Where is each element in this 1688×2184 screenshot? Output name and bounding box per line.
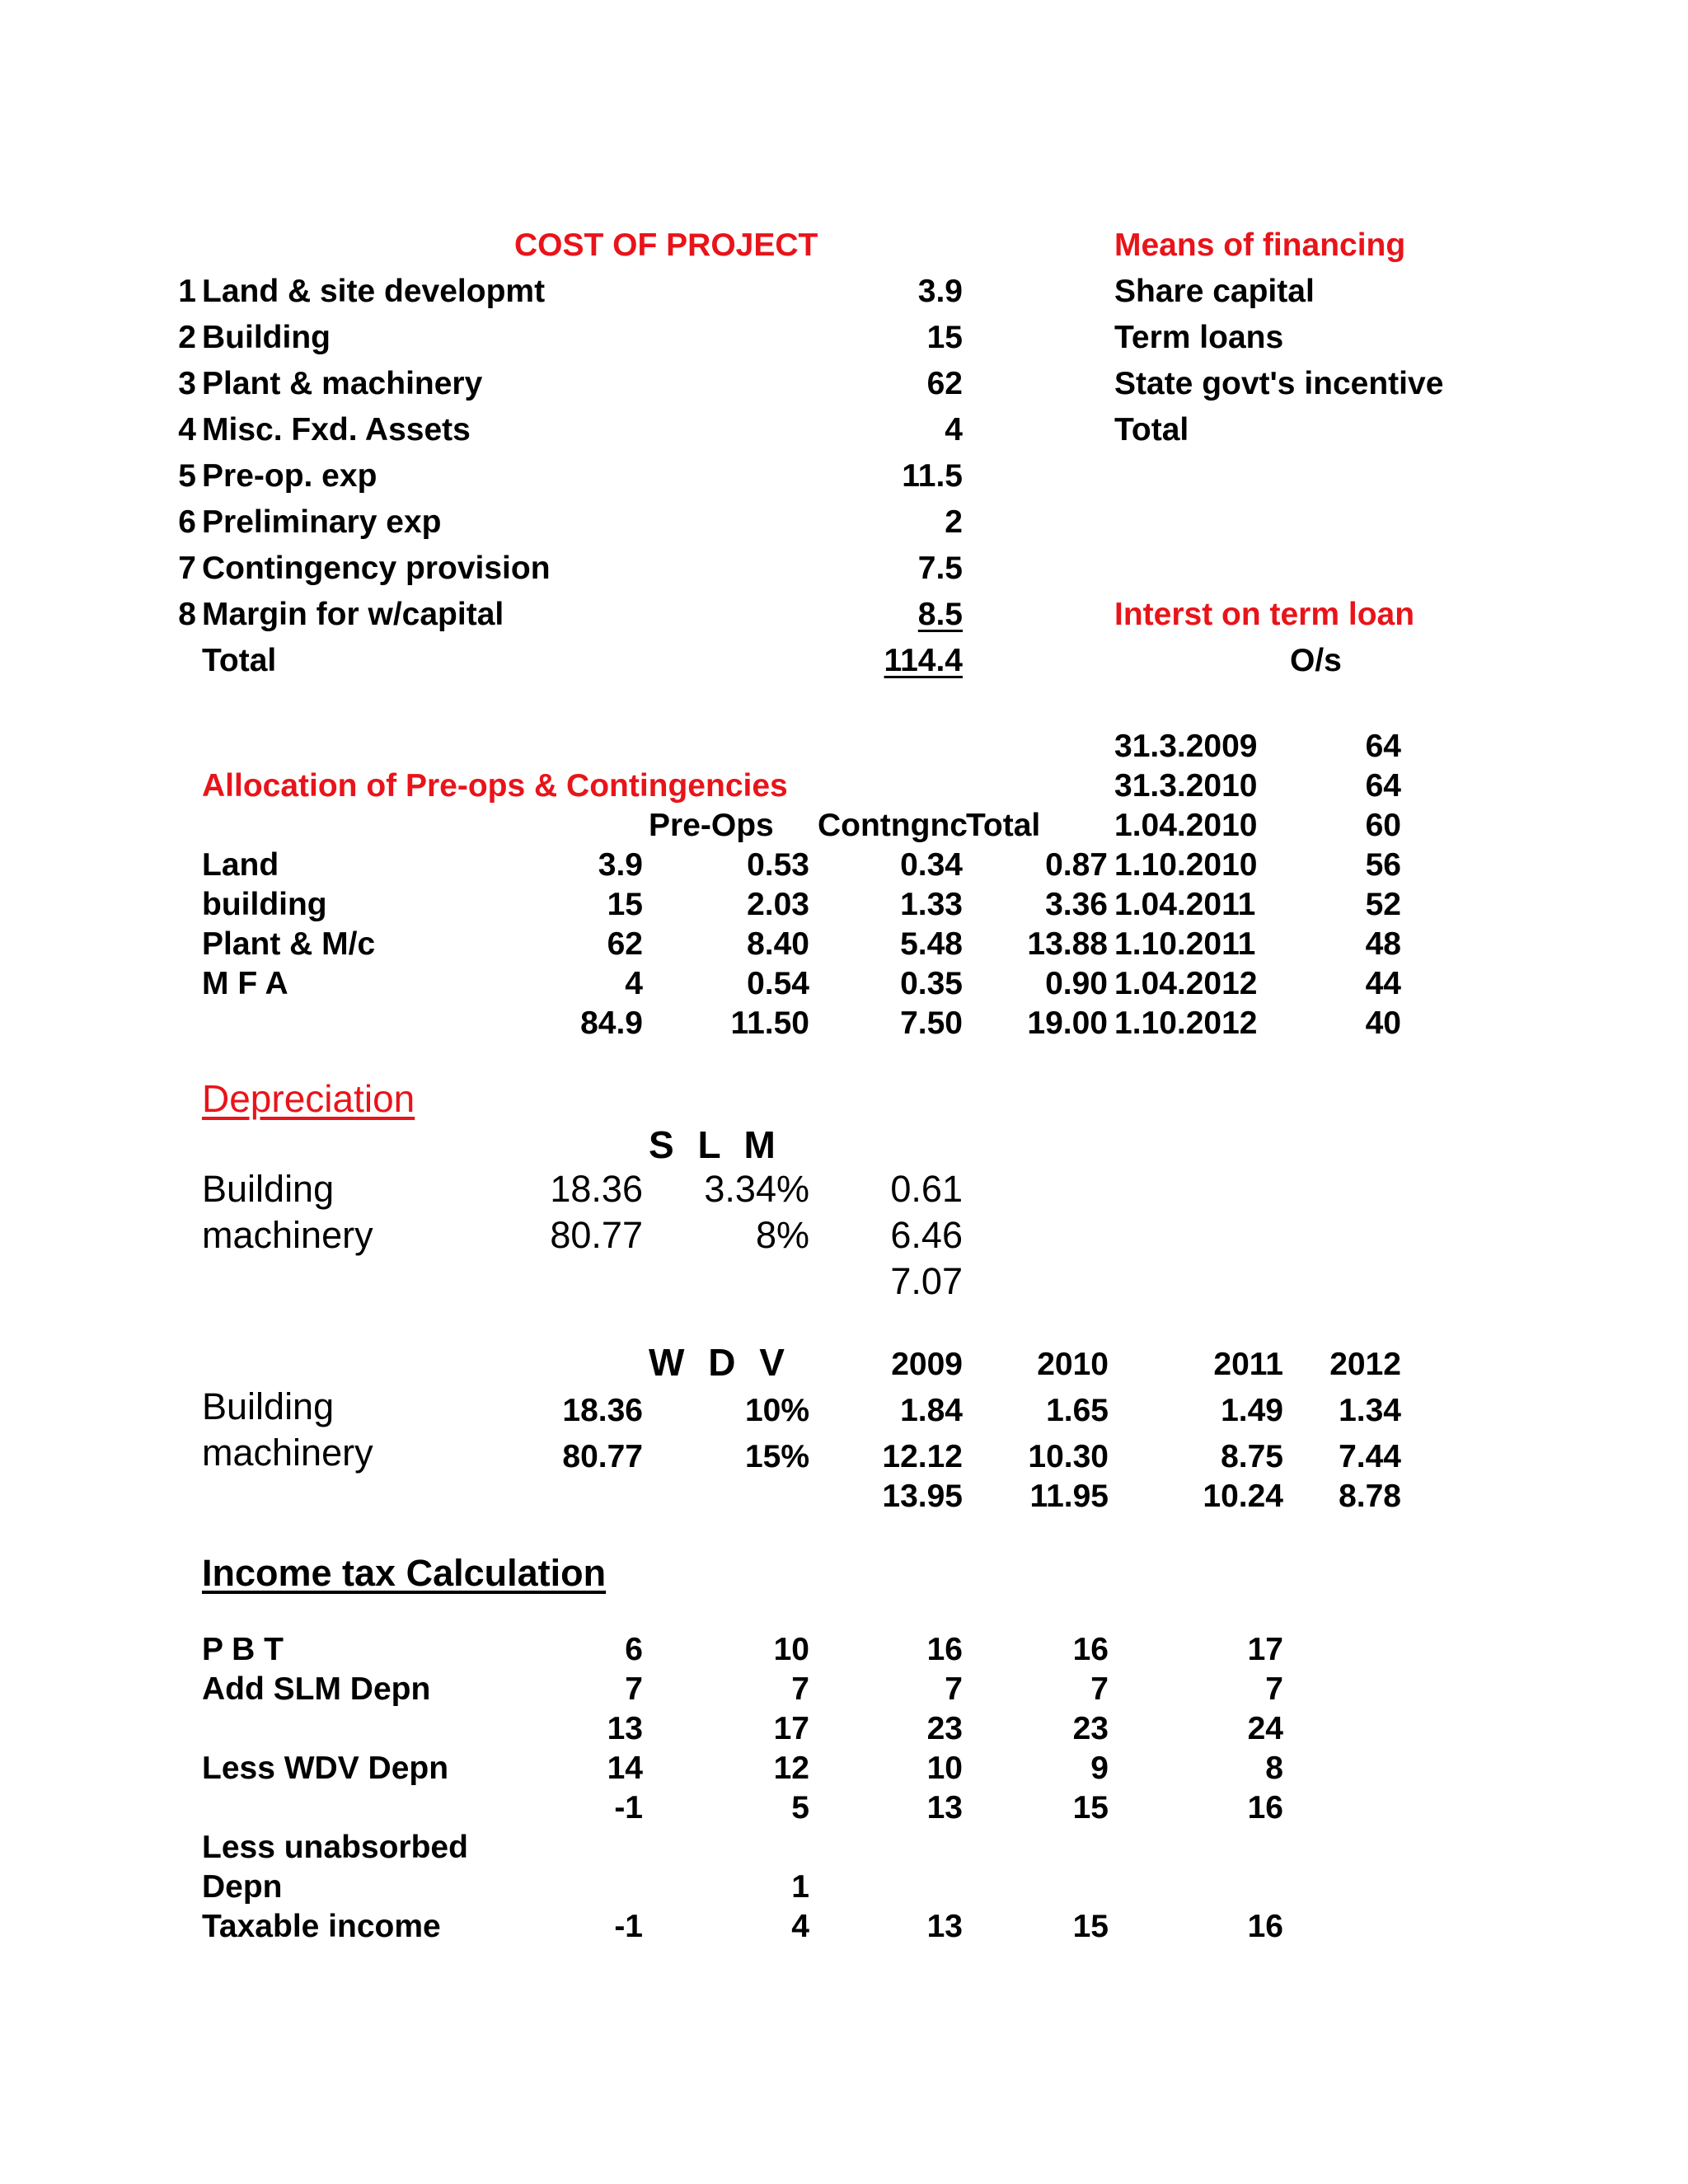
tax-row-value: 7 — [791, 1671, 809, 1707]
slm-row-rate: 3.34% — [704, 1168, 809, 1210]
wdv-label: W D V — [649, 1341, 791, 1384]
tax-row-value: 14 — [607, 1750, 643, 1786]
wdv-row-year-value: 10.30 — [1028, 1439, 1109, 1474]
cost-row-number: 5 — [178, 458, 196, 494]
tax-row-value: 17 — [773, 1711, 809, 1746]
allocation-title: Allocation of Pre-ops & Contingencies — [202, 768, 788, 804]
interest-os-value: 52 — [1365, 887, 1401, 922]
allocation-preops: 2.03 — [747, 887, 809, 922]
tax-row-value: 16 — [1247, 1790, 1283, 1825]
tax-row-value: -1 — [614, 1790, 643, 1825]
allocation-total: 0.90 — [1045, 966, 1108, 1001]
tax-row-value: 7 — [945, 1671, 963, 1707]
means-item: Term loans — [1114, 320, 1284, 355]
wdv-total: 10.24 — [1203, 1479, 1283, 1514]
cost-row-value: 8.5 — [917, 597, 963, 632]
slm-row-value: 18.36 — [550, 1168, 643, 1210]
slm-row-dep: 6.46 — [890, 1214, 963, 1256]
tax-row-value: 8 — [1265, 1750, 1283, 1786]
tax-row-value: 6 — [625, 1632, 643, 1667]
tax-row-value: 13 — [607, 1711, 643, 1746]
cost-row-value: 62 — [926, 366, 963, 401]
cost-row-number: 7 — [178, 551, 196, 586]
cost-row-value: 2 — [945, 504, 963, 540]
tax-row-label: Less WDV Depn — [202, 1750, 449, 1786]
interest-os-value: 40 — [1365, 1005, 1401, 1041]
tax-row-value: 4 — [791, 1909, 809, 1944]
means-of-financing-title: Means of financing — [1114, 227, 1406, 263]
allocation-preops: 11.50 — [730, 1005, 809, 1041]
wdv-total: 11.95 — [1029, 1479, 1109, 1514]
cost-row-label: Preliminary exp — [202, 504, 442, 540]
slm-row-dep: 0.61 — [890, 1168, 963, 1210]
tax-row-value: 16 — [1247, 1909, 1283, 1944]
wdv-year-header: 2010 — [1037, 1347, 1109, 1382]
wdv-row-year-value: 12.12 — [882, 1439, 963, 1474]
interest-date: 1.10.2011 — [1114, 926, 1256, 962]
tax-row-value: 17 — [1247, 1632, 1283, 1667]
interest-os-value: 64 — [1365, 768, 1401, 804]
allocation-base: 84.9 — [580, 1005, 643, 1041]
tax-row-label: P B T — [202, 1632, 284, 1667]
allocation-base: 62 — [607, 926, 643, 962]
wdv-row-value: 80.77 — [562, 1439, 643, 1474]
tax-row-value: 10 — [773, 1632, 809, 1667]
tax-row-value: 13 — [926, 1790, 963, 1825]
tax-row-value: -1 — [614, 1909, 643, 1944]
allocation-preops: 8.40 — [747, 926, 809, 962]
interest-date: 1.04.2012 — [1114, 966, 1258, 1001]
wdv-row-label: machinery — [202, 1432, 373, 1474]
cost-total-value: 114.4 — [884, 643, 963, 678]
cost-row-label: Land & site developmt — [202, 274, 546, 309]
wdv-total: 8.78 — [1339, 1479, 1401, 1514]
allocation-contingency: 0.34 — [900, 847, 963, 883]
tax-row-value: 5 — [791, 1790, 809, 1825]
slm-row-rate: 8% — [755, 1214, 809, 1256]
depreciation-title: Depreciation — [202, 1077, 415, 1120]
tax-row-value: 15 — [1072, 1909, 1109, 1944]
wdv-row-rate: 10% — [744, 1393, 809, 1428]
cost-row-value: 4 — [945, 412, 963, 448]
wdv-total: 13.95 — [882, 1479, 963, 1514]
means-item: State govt's incentive — [1114, 366, 1444, 401]
tax-row-value: 24 — [1247, 1711, 1283, 1746]
wdv-row-value: 18.36 — [562, 1393, 643, 1428]
interest-os-value: 48 — [1365, 926, 1401, 962]
cost-row-value: 11.5 — [902, 458, 963, 494]
allocation-base: 3.9 — [598, 847, 643, 883]
wdv-year-header: 2011 — [1213, 1347, 1283, 1382]
cost-row-number: 1 — [178, 274, 196, 309]
allocation-header-contingency: Contngnc — [818, 808, 968, 843]
wdv-year-header: 2012 — [1329, 1347, 1401, 1382]
allocation-preops: 0.54 — [747, 966, 809, 1001]
allocation-total: 3.36 — [1045, 887, 1108, 922]
interest-date: 1.10.2010 — [1114, 847, 1258, 883]
tax-row-value: 16 — [1072, 1632, 1109, 1667]
interest-os-header: O/s — [1290, 643, 1342, 678]
allocation-row-label: building — [202, 887, 327, 922]
allocation-row-label: M F A — [202, 966, 288, 1001]
cost-row-value: 15 — [926, 320, 963, 355]
cost-row-label: Margin for w/capital — [202, 597, 504, 632]
tax-row-value: 7 — [1090, 1671, 1109, 1707]
allocation-contingency: 7.50 — [900, 1005, 963, 1041]
allocation-row-label: Land — [202, 847, 279, 883]
wdv-row-year-value: 1.84 — [900, 1393, 963, 1428]
tax-row-label: Taxable income — [202, 1909, 441, 1944]
means-item: Share capital — [1114, 274, 1315, 309]
allocation-header-preops: Pre-Ops — [649, 808, 774, 843]
cost-row-label: Plant & machinery — [202, 366, 483, 401]
tax-row-label: Less unabsorbed — [202, 1830, 468, 1865]
wdv-row-year-value: 7.44 — [1339, 1439, 1401, 1474]
allocation-contingency: 5.48 — [900, 926, 963, 962]
cost-row-value: 7.5 — [917, 551, 963, 586]
tax-row-label: Depn — [202, 1869, 283, 1905]
income-tax-title: Income tax Calculation — [202, 1552, 607, 1594]
cost-row-number: 4 — [178, 412, 196, 448]
cost-total-label: Total — [202, 643, 277, 678]
means-item: Total — [1114, 412, 1189, 448]
interest-date: 1.10.2012 — [1114, 1005, 1258, 1041]
slm-row-label: machinery — [202, 1214, 373, 1256]
interest-os-value: 64 — [1365, 729, 1401, 764]
tax-row-value: 13 — [926, 1909, 963, 1944]
allocation-preops: 0.53 — [747, 847, 809, 883]
tax-row-label: Add SLM Depn — [202, 1671, 431, 1707]
allocation-row-label: Plant & M/c — [202, 926, 376, 962]
allocation-contingency: 1.33 — [900, 887, 963, 922]
cost-row-label: Pre-op. exp — [202, 458, 377, 494]
allocation-total: 13.88 — [1027, 926, 1108, 962]
interest-date: 31.3.2009 — [1114, 729, 1258, 764]
tax-row-value: 15 — [1072, 1790, 1109, 1825]
tax-row-value: 1 — [791, 1869, 809, 1905]
slm-total: 7.07 — [890, 1260, 963, 1302]
wdv-row-label: Building — [202, 1385, 335, 1427]
interest-os-value: 60 — [1365, 808, 1401, 843]
interest-date: 1.04.2010 — [1114, 808, 1258, 843]
tax-row-value: 9 — [1090, 1750, 1109, 1786]
tax-row-value: 7 — [1265, 1671, 1283, 1707]
wdv-row-year-value: 1.49 — [1221, 1393, 1283, 1428]
slm-row-value: 80.77 — [550, 1214, 643, 1256]
interest-date: 1.04.2011 — [1114, 887, 1256, 922]
cost-row-number: 2 — [178, 320, 196, 355]
cost-row-value: 3.9 — [917, 274, 963, 309]
cost-row-number: 8 — [178, 597, 196, 632]
tax-row-value: 16 — [926, 1632, 963, 1667]
interest-os-value: 44 — [1365, 966, 1401, 1001]
allocation-total: 19.00 — [1027, 1005, 1108, 1041]
wdv-row-rate: 15% — [744, 1439, 809, 1474]
cost-row-label: Misc. Fxd. Assets — [202, 412, 471, 448]
tax-row-value: 23 — [1072, 1711, 1109, 1746]
wdv-year-header: 2009 — [891, 1347, 963, 1382]
slm-row-label: Building — [202, 1168, 335, 1210]
interest-date: 31.3.2010 — [1114, 768, 1258, 804]
cost-row-label: Contingency provision — [202, 551, 551, 586]
cost-row-number: 3 — [178, 366, 196, 401]
tax-row-value: 10 — [926, 1750, 963, 1786]
slm-label: S L M — [649, 1123, 782, 1166]
allocation-header-total: Total — [966, 808, 1041, 843]
allocation-base: 15 — [607, 887, 643, 922]
wdv-row-year-value: 8.75 — [1221, 1439, 1283, 1474]
allocation-base: 4 — [625, 966, 643, 1001]
cost-of-project-title: COST OF PROJECT — [514, 227, 818, 263]
allocation-total: 0.87 — [1045, 847, 1108, 883]
interest-os-value: 56 — [1365, 847, 1401, 883]
interest-title: Interst on term loan — [1114, 597, 1415, 632]
allocation-contingency: 0.35 — [900, 966, 963, 1001]
wdv-row-year-value: 1.65 — [1046, 1393, 1109, 1428]
wdv-row-year-value: 1.34 — [1339, 1393, 1401, 1428]
tax-row-value: 23 — [926, 1711, 963, 1746]
cost-row-number: 6 — [178, 504, 196, 540]
cost-row-label: Building — [202, 320, 331, 355]
tax-row-value: 7 — [625, 1671, 643, 1707]
tax-row-value: 12 — [773, 1750, 809, 1786]
